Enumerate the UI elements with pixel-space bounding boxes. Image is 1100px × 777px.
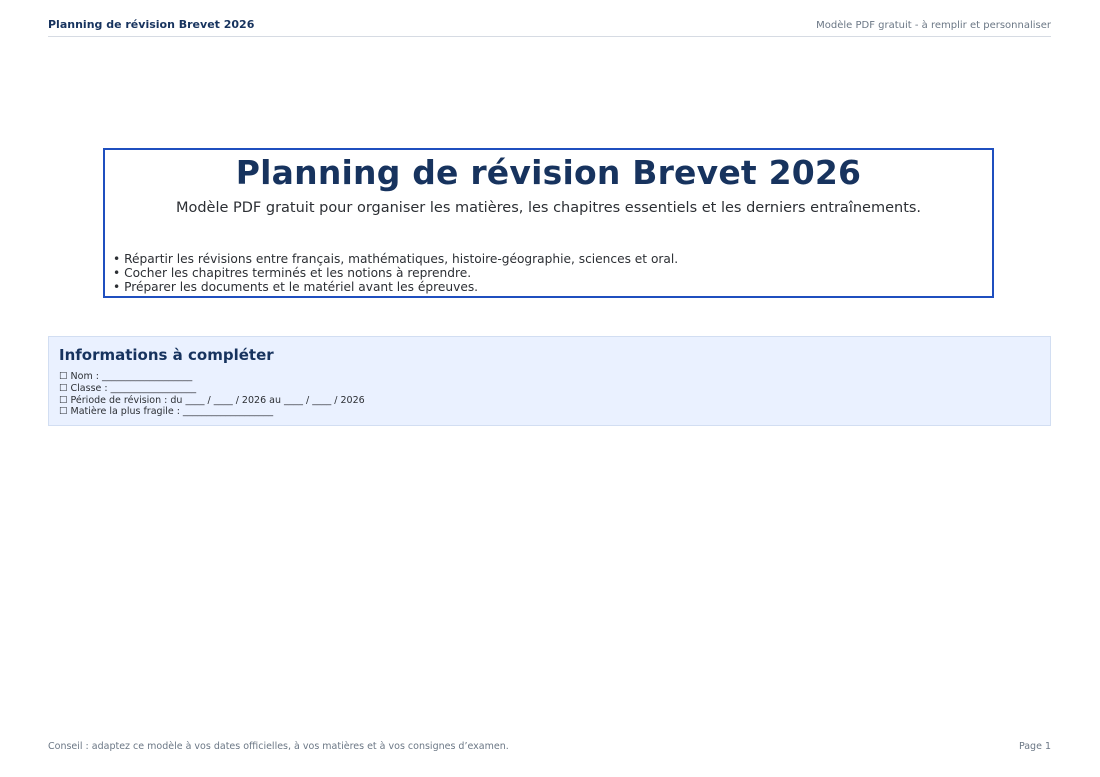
hero-bullet: • Préparer les documents et le matériel avant les épreuves. bbox=[113, 280, 479, 294]
name-field[interactable]: ☐ Nom : ___________________ bbox=[59, 371, 193, 382]
page-subtitle: Modèle PDF gratuit pour organiser les matières, les chapitres essentiels et les derniers entraînements. bbox=[175, 200, 922, 216]
page-number: Page 1 bbox=[1018, 741, 1051, 752]
hero-bullet-list bbox=[113, 252, 678, 294]
footer-note: Conseil : adaptez ce modèle à vos dates officielles, à vos matières et à vos consignes d’examen. bbox=[48, 741, 509, 752]
hero-bullet: • Cocher les chapitres terminés et les notions à reprendre. bbox=[113, 266, 472, 280]
hero-bullet: • Répartir les révisions entre français, mathématiques, histoire-géographie, sciences et oral. bbox=[113, 252, 679, 266]
header-title: Planning de révision Brevet 2026 bbox=[48, 18, 255, 31]
revision-period-field[interactable]: ☐ Période de révision : du ____ / ____ / 2026 au ____ / ____ / 2026 bbox=[59, 394, 365, 406]
header-subtitle: Modèle PDF gratuit - à remplir et personnaliser bbox=[816, 20, 1051, 31]
information-field-list bbox=[59, 371, 365, 418]
page-title: Planning de révision Brevet 2026 bbox=[235, 153, 862, 192]
page-header bbox=[48, 18, 1051, 37]
weakest-subject-field[interactable]: ☐ Matière la plus fragile : ___________________ bbox=[59, 406, 274, 418]
class-field[interactable]: ☐ Classe : __________________ bbox=[59, 382, 197, 394]
information-panel bbox=[48, 336, 1051, 426]
hero-box bbox=[103, 148, 994, 298]
information-title: Informations à compléter bbox=[59, 346, 274, 364]
